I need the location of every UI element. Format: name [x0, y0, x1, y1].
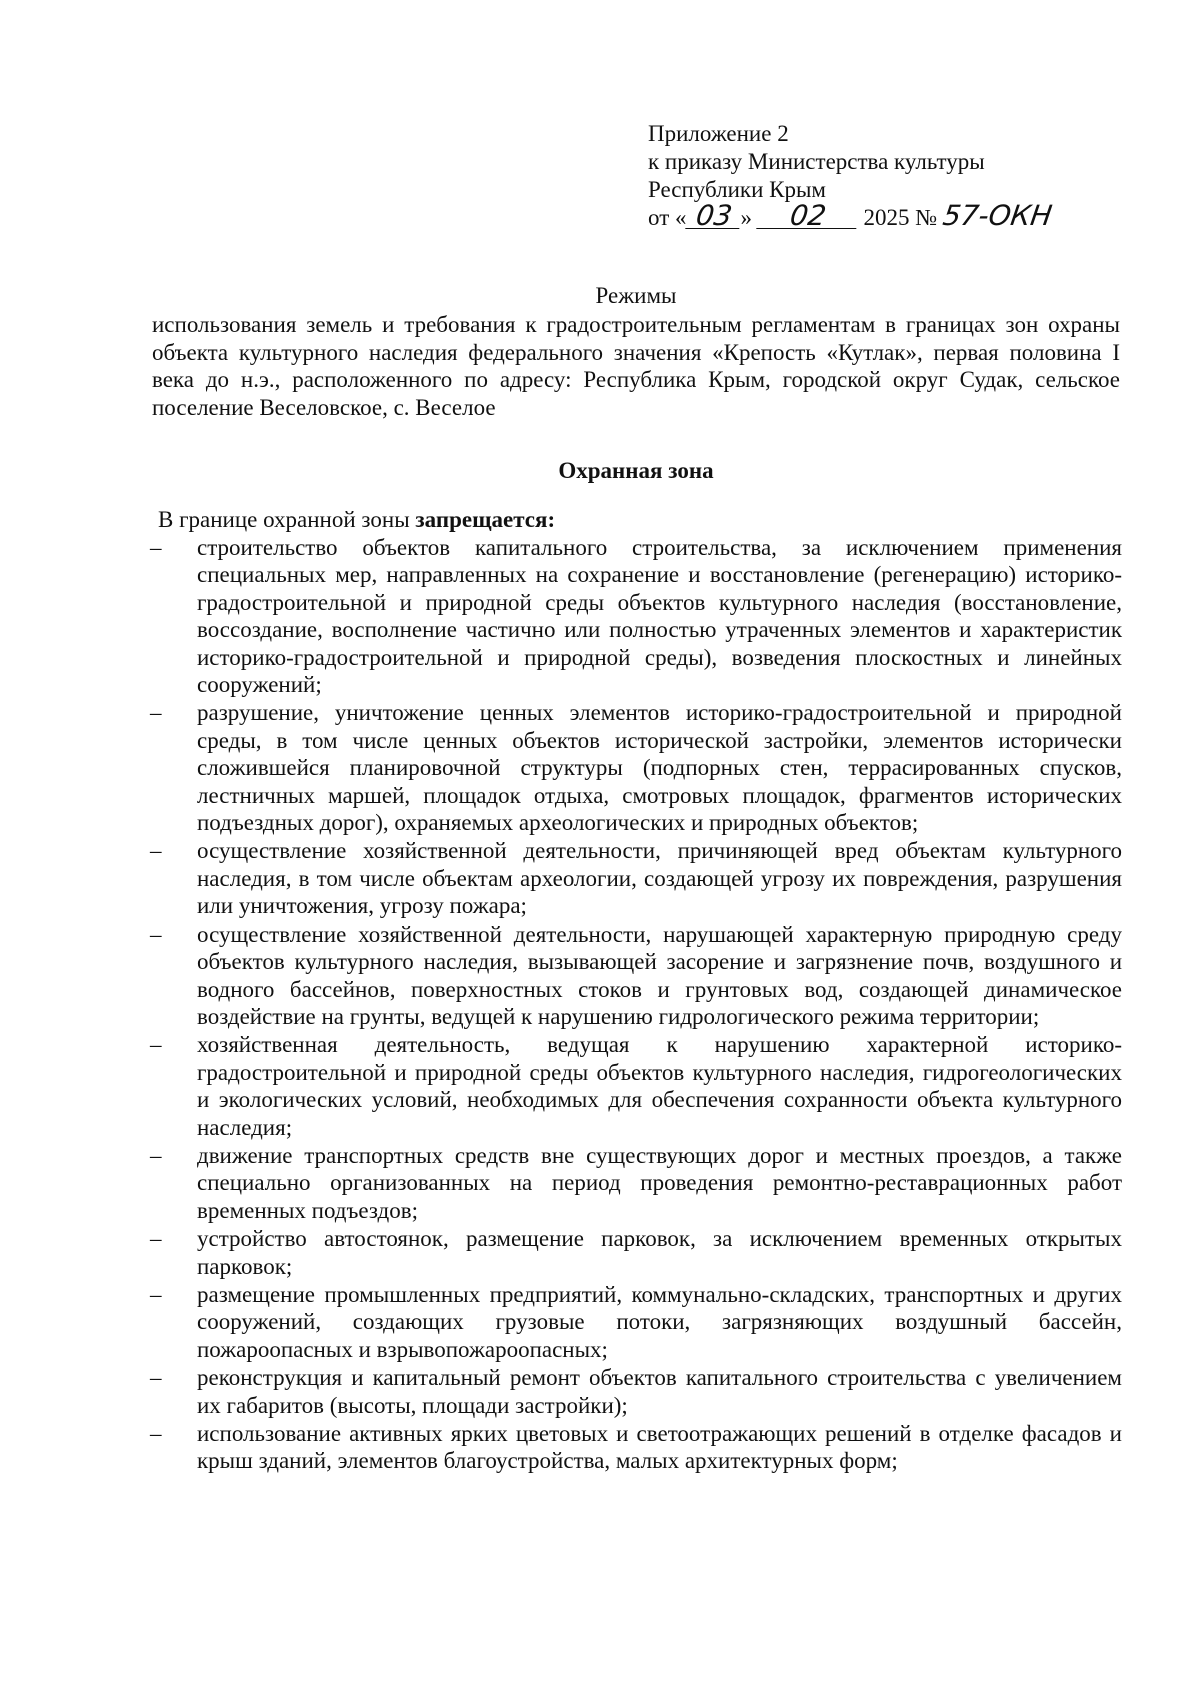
order-date-line: [648, 199, 1063, 232]
dash-bullet: –: [150, 1032, 162, 1058]
date-mid: »: [740, 205, 752, 230]
list-item: [150, 1420, 1122, 1475]
list-item: [150, 1281, 1122, 1363]
list-item-text: движение транспортных средств вне существующих дорог и местных проездов, а также специально организованных на период проведения ремонтно-реставрационных работ временных подъездов;: [197, 1142, 1122, 1223]
handwritten-order-number: 57-ОКН: [940, 199, 1055, 232]
appendix-header: [648, 120, 1063, 232]
appendix-order-ref: к приказу Министерства культуры: [648, 149, 985, 174]
dash-bullet: –: [150, 1226, 162, 1252]
list-item: [150, 837, 1122, 919]
appendix-republic: Республики Крым: [648, 177, 826, 202]
list-item: [150, 1225, 1122, 1280]
list-item-text: реконструкция и капитальный ремонт объектов капитального строительства с увеличением их габаритов (высоты, площади застройки);: [197, 1365, 1122, 1418]
list-item-text: строительство объектов капитального строительства, за исключением применения специальных мер, направленных на сохранение и восстановление (регенерацию) историко-градостроительной и природной среды объектов культурного наследия (восстановление, воссоздание, восполнение частично или полностью утраченных элементов и характеристик историко-градостроительной и природной среды), возведения плоскостных и линейных сооружений;: [197, 535, 1122, 698]
list-item-text: осуществление хозяйственной деятельности, причиняющей вред объектам культурного наследия, в том числе объектам археологии, создающей угрозу их повреждения, разрушения или уничтожения, угрозу пожара;: [197, 838, 1122, 919]
list-item-text: использование активных ярких цветовых и светоотражающих решений в отделке фасадов и крыш зданий, элементов благоустройства, малых архитектурных форм;: [197, 1421, 1122, 1474]
list-item: [150, 1031, 1122, 1141]
intro-bold: запрещается:: [415, 507, 556, 532]
handwritten-month: 02: [756, 204, 860, 229]
intro-text: В границе охранной зоны: [158, 507, 416, 532]
date-prefix: от «: [648, 205, 687, 230]
list-item-text: осуществление хозяйственной деятельности, нарушающей характерную природную среду объектов культурного наследия, вызывающей засорение и загрязнение почв, воздушного и водного бассейнов, поверхностных стоков и грунтовых вод, создающей динамическое воздействие на грунты, ведущей к нарушению гидрологического режима территории;: [197, 921, 1122, 1029]
document-subtitle: использования земель и требования к градостроительным регламентам в границах зон охраны объекта культурного наследия федерального значения «Крепость «Кутлак», первая половина I века до н.э., расположенного по адресу: Республика Крым, городской округ Судак, сельское поселение Веселовское, с. Веселое: [152, 312, 1120, 420]
year-and-number-label: 2025 №: [863, 205, 938, 230]
handwritten-day: 03: [685, 204, 743, 229]
dash-bullet: –: [150, 1142, 162, 1168]
list-item: [150, 1364, 1122, 1419]
list-item-text: разрушение, уничтожение ценных элементов историко-градостроительной и природной среды, в том числе ценных объектов исторической застройки, элементов исторически сложившейся планировочной структуры (подпорных стен, террасированных спусков, лестничных маршей, площадок отдыха, смотровых площадок, фрагментов исторических подъездных дорог), охраняемых археологических и природных объектов;: [197, 700, 1122, 836]
list-item-text: устройство автостоянок, размещение парковок, за исключением временных открытых парковок;: [197, 1226, 1122, 1279]
dash-bullet: –: [150, 921, 162, 947]
list-item: [150, 534, 1122, 698]
section-heading: Охранная зона: [558, 458, 714, 483]
dash-bullet: –: [150, 838, 162, 864]
prohibitions-list: [150, 534, 1122, 1476]
dash-bullet: –: [150, 1365, 162, 1391]
dash-bullet: –: [150, 700, 162, 726]
dash-bullet: –: [150, 1281, 162, 1307]
appendix-number: Приложение 2: [648, 121, 789, 146]
dash-bullet: –: [150, 535, 162, 560]
list-item: [150, 1142, 1122, 1224]
section-intro: [158, 506, 555, 534]
list-item: [150, 699, 1122, 836]
list-item: [150, 921, 1122, 1031]
dash-bullet: –: [150, 1421, 162, 1446]
list-item-text: размещение промышленных предприятий, коммунально-складских, транспортных и других сооружений, создающих грузовые потоки, загрязняющих воздушный бассейн, пожароопасных и взрывопожароопасных;: [197, 1281, 1122, 1362]
list-item-text: хозяйственная деятельность, ведущая к нарушению характерной историко-градостроительной и природной среды объектов культурного наследия, гидрогеологических и экологических условий, необходимых для обеспечения сохранности объекта культурного наследия;: [197, 1032, 1122, 1140]
document-title: Режимы: [595, 283, 677, 308]
